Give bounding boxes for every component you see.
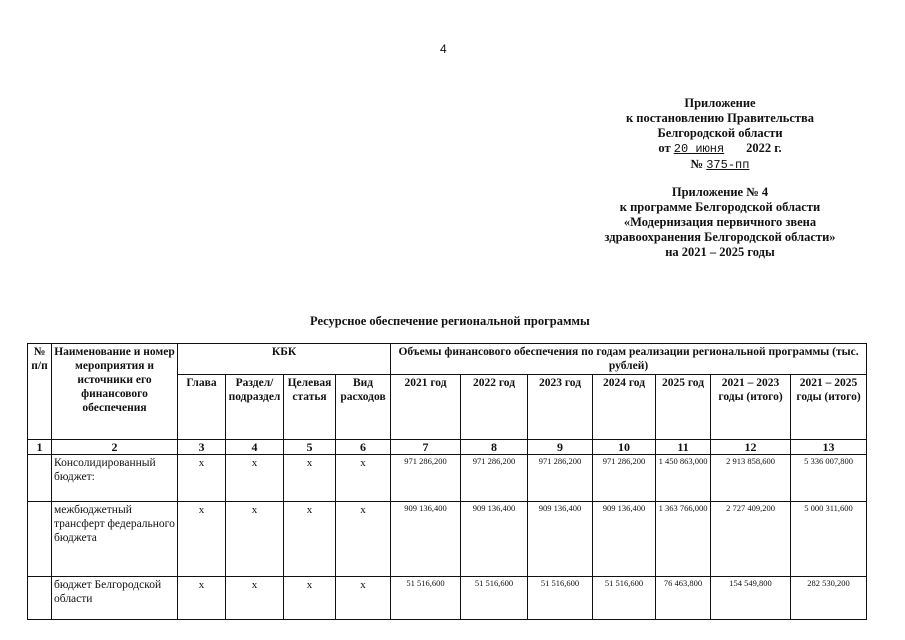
header-volumes: Объемы финансового обеспечения по годам реализации региональной программы (тыс. рублей)	[391, 344, 867, 375]
date-handwritten: 20 июня	[673, 142, 725, 156]
header-total-2021-2023: 2021 – 2023 годы (итого)	[711, 375, 791, 440]
header-year-2022: 2022 год	[461, 375, 528, 440]
header-year-2023: 2023 год	[528, 375, 593, 440]
table-row-regional-budget	[28, 577, 867, 620]
row-name: Консолидированный бюджет:	[52, 455, 178, 502]
number-handwritten: 375-пп	[706, 158, 750, 172]
row-value-2022: 909 136,400	[461, 502, 528, 577]
row-total-2021-2023: 2 913 858,600	[711, 455, 791, 502]
col-number: 3	[178, 440, 226, 455]
document-title: Ресурсное обеспечение региональной программы	[310, 314, 590, 328]
header-kbk: КБК	[178, 344, 391, 375]
row-total-2021-2025: 282 530,200	[791, 577, 867, 620]
row-total-2021-2023: 154 549,800	[711, 577, 791, 620]
appendix-number-line	[590, 157, 850, 173]
header-num: № п/п	[28, 344, 52, 440]
row-kbk-target: х	[284, 455, 336, 502]
row-kbk-target: х	[284, 577, 336, 620]
col-number: 8	[461, 440, 528, 455]
column-number-row	[28, 440, 867, 455]
date-suffix: 2022 г.	[746, 141, 782, 155]
program-appendix-line5: на 2021 – 2025 годы	[665, 245, 775, 259]
row-kbk-target: х	[284, 502, 336, 577]
appendix-region-line: Белгородской области	[657, 126, 783, 140]
table-header-row	[28, 344, 867, 375]
row-value-2021: 51 516,600	[391, 577, 461, 620]
table-row-consolidated-budget	[28, 455, 867, 502]
row-kbk-expense: х	[336, 577, 391, 620]
header-year-2021: 2021 год	[391, 375, 461, 440]
program-appendix-title: Приложение № 4	[671, 185, 769, 199]
row-value-2021: 971 286,200	[391, 455, 461, 502]
row-kbk-chapter: х	[178, 455, 226, 502]
row-value-2023: 909 136,400	[528, 502, 593, 577]
row-value-2022: 51 516,600	[461, 577, 528, 620]
header-kbk-expense-type: Вид расходов	[336, 375, 391, 440]
table-row-federal-transfer	[28, 502, 867, 577]
row-value-2025: 1 450 863,000	[656, 455, 711, 502]
row-num	[28, 577, 52, 620]
col-number: 2	[52, 440, 178, 455]
row-kbk-section: х	[226, 502, 284, 577]
row-value-2022: 971 286,200	[461, 455, 528, 502]
col-number: 13	[791, 440, 867, 455]
row-kbk-expense: х	[336, 502, 391, 577]
row-kbk-chapter: х	[178, 502, 226, 577]
row-value-2024: 51 516,600	[593, 577, 656, 620]
col-number: 1	[28, 440, 52, 455]
date-prefix: от	[658, 141, 671, 155]
row-value-2021: 909 136,400	[391, 502, 461, 577]
program-appendix-line4: здравоохранения Белгородской области»	[604, 230, 836, 244]
row-value-2024: 909 136,400	[593, 502, 656, 577]
appendix-date-line	[590, 141, 850, 157]
header-kbk-target: Целевая статья	[284, 375, 336, 440]
row-total-2021-2023: 2 727 409,200	[711, 502, 791, 577]
row-name: межбюджетный трансферт федерального бюджета	[52, 502, 178, 577]
row-num	[28, 502, 52, 577]
appendix-title: Приложение	[684, 96, 756, 110]
row-kbk-section: х	[226, 455, 284, 502]
row-total-2021-2025: 5 336 007,800	[791, 455, 867, 502]
row-total-2021-2025: 5 000 311,600	[791, 502, 867, 577]
header-year-2025: 2025 год	[656, 375, 711, 440]
header-kbk-chapter: Глава	[178, 375, 226, 440]
resource-table	[27, 343, 867, 620]
col-number: 6	[336, 440, 391, 455]
header-year-2024: 2024 год	[593, 375, 656, 440]
row-name: бюджет Белгородской области	[52, 577, 178, 620]
row-value-2024: 971 286,200	[593, 455, 656, 502]
row-kbk-section: х	[226, 577, 284, 620]
row-value-2023: 971 286,200	[528, 455, 593, 502]
number-prefix: №	[690, 157, 704, 171]
program-appendix-line2: к программе Белгородской области	[619, 200, 821, 214]
appendix-government-decree	[590, 96, 850, 173]
row-value-2023: 51 516,600	[528, 577, 593, 620]
col-number: 9	[528, 440, 593, 455]
page-number: 4	[440, 42, 447, 56]
col-number: 12	[711, 440, 791, 455]
program-appendix-line3: «Модернизация первичного звена	[623, 215, 817, 229]
appendix-decree-line: к постановлению Правительства	[625, 111, 815, 125]
row-num	[28, 455, 52, 502]
col-number: 10	[593, 440, 656, 455]
row-kbk-chapter: х	[178, 577, 226, 620]
col-number: 5	[284, 440, 336, 455]
col-number: 4	[226, 440, 284, 455]
header-total-2021-2025: 2021 – 2025 годы (итого)	[791, 375, 867, 440]
header-kbk-section: Раздел/ подраздел	[226, 375, 284, 440]
row-value-2025: 76 463,800	[656, 577, 711, 620]
appendix-program	[590, 185, 850, 260]
row-value-2025: 1 363 766,000	[656, 502, 711, 577]
col-number: 7	[391, 440, 461, 455]
row-kbk-expense: х	[336, 455, 391, 502]
header-name: Наименование и номер мероприятия и источники его финансового обеспечения	[52, 344, 178, 440]
col-number: 11	[656, 440, 711, 455]
